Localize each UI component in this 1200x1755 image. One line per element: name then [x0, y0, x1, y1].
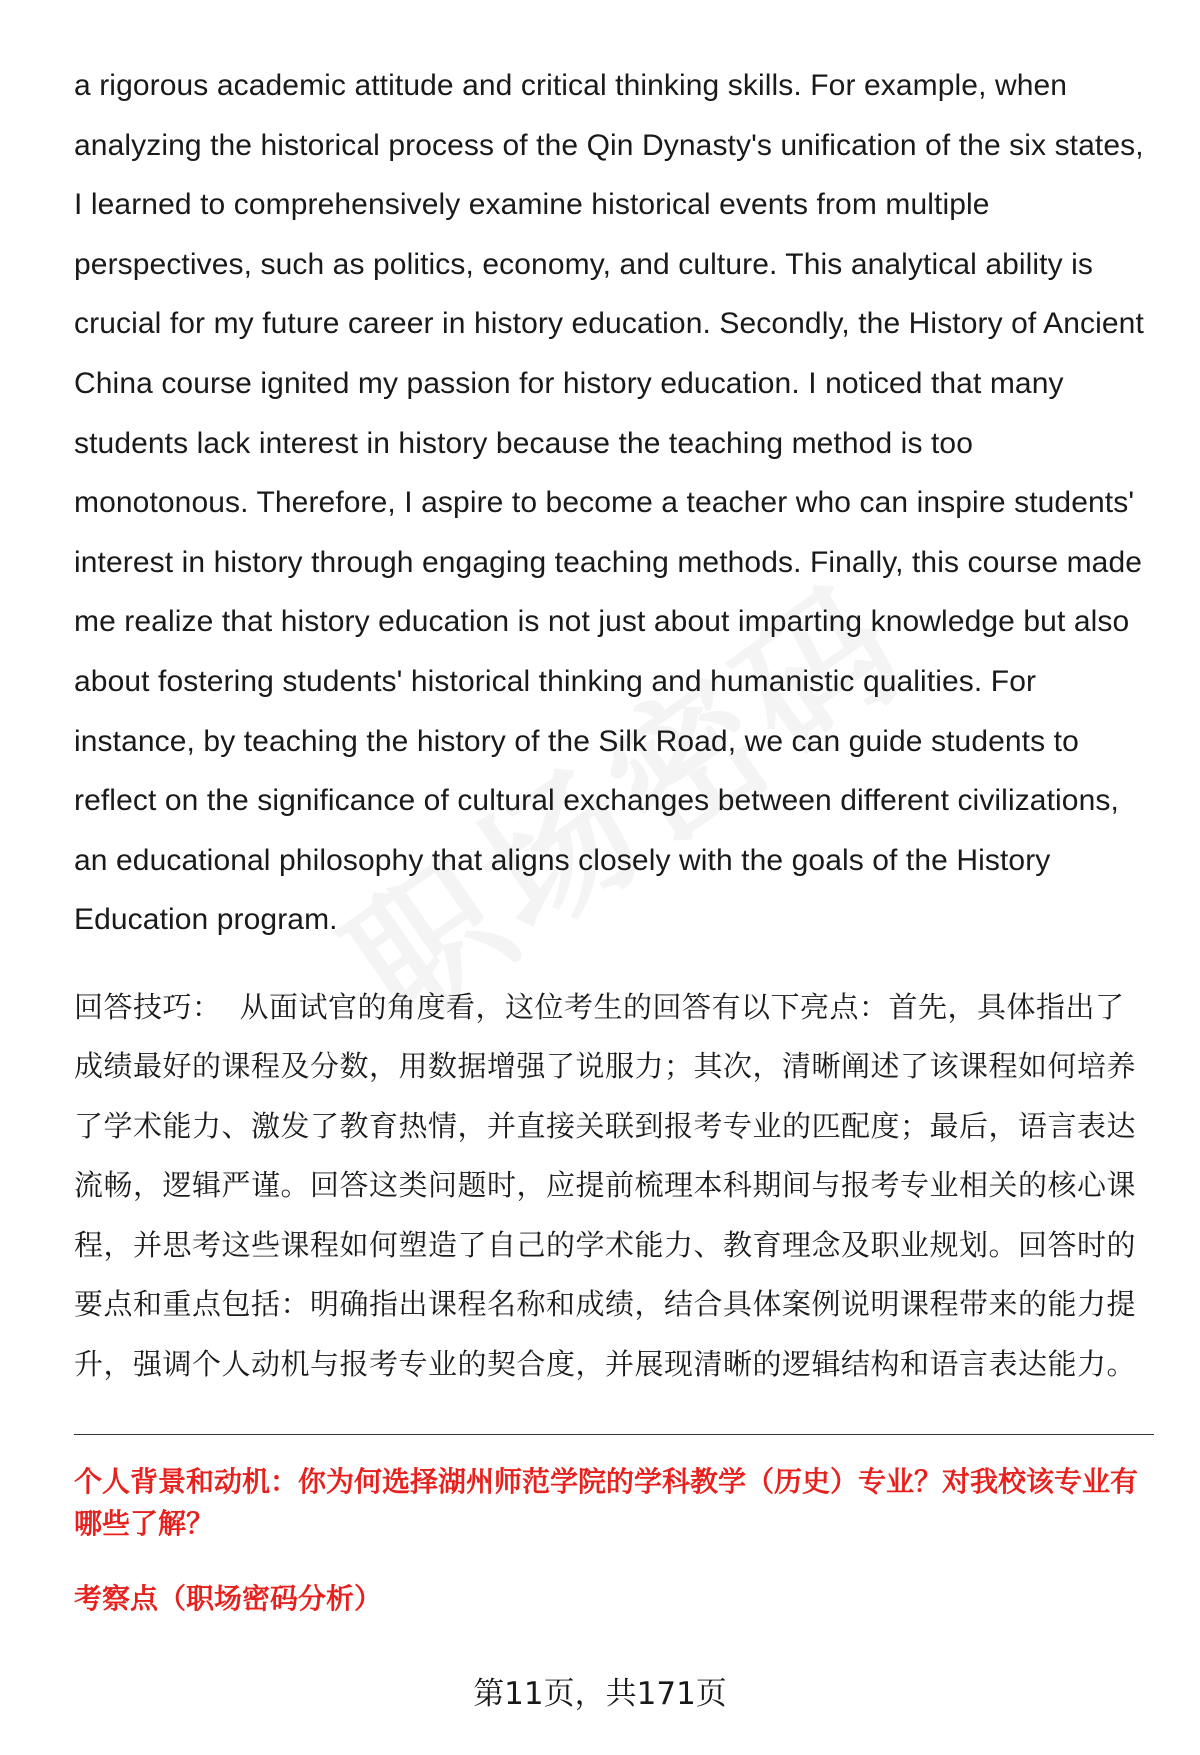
question-heading: 个人背景和动机：你为何选择湖州师范学院的学科教学（历史）专业？对我校该专业有哪些了解？: [74, 1465, 1139, 1541]
answer-tips-label: 回答技巧：: [74, 989, 222, 1024]
section-divider: [74, 1434, 1154, 1435]
page-content: [74, 56, 1154, 1619]
exam-point-heading: 考察点（职场密码分析）: [74, 1582, 383, 1616]
answer-tips-block: [74, 978, 1154, 1395]
answer-paragraph-english: a rigorous academic attitude and critical thinking skills. For example, when analyzing the historical process of the Qin Dynasty's unification of the six states, I learned to comprehensively examine historical events from multiple perspectives, such as politics, economy, and culture. This analytical ability is crucial for my future career in history education. Secondly, the History of Ancient China course ignited my passion for history education. I noticed that many students lack interest in history because the teaching method is too monotonous. Therefore, I aspire to become a teacher who can inspire students' interest in history through engaging teaching methods. Finally, this course made me realize that history education is not just about imparting knowledge but also about fostering students' historical thinking and humanistic qualities. For instance, by teaching the history of the Silk Road, we can guide students to reflect on the significance of cultural exchanges between different civilizations, an educational philosophy that aligns closely with the goals of the History Education program.: [74, 69, 1144, 937]
answer-tips-text: 从面试官的角度看，这位考生的回答有以下亮点：首先，具体指出了成绩最好的课程及分数，用数据增强了说服力；其次，清晰阐述了该课程如何培养了学术能力、激发了教育热情，并直接关联到报考专业的匹配度；最后，语言表达流畅，逻辑严谨。回答这类问题时，应提前梳理本科期间与报考专业相关的核心课程，并思考这些课程如何塑造了自己的学术能力、教育理念及职业规划。回答时的要点和重点包括：明确指出课程名称和成绩，结合具体案例说明课程带来的能力提升，强调个人动机与报考专业的契合度，并展现清晰的逻辑结构和语言表达能力。: [74, 989, 1137, 1381]
page-number-footer: 第11页，共171页: [473, 1676, 727, 1712]
